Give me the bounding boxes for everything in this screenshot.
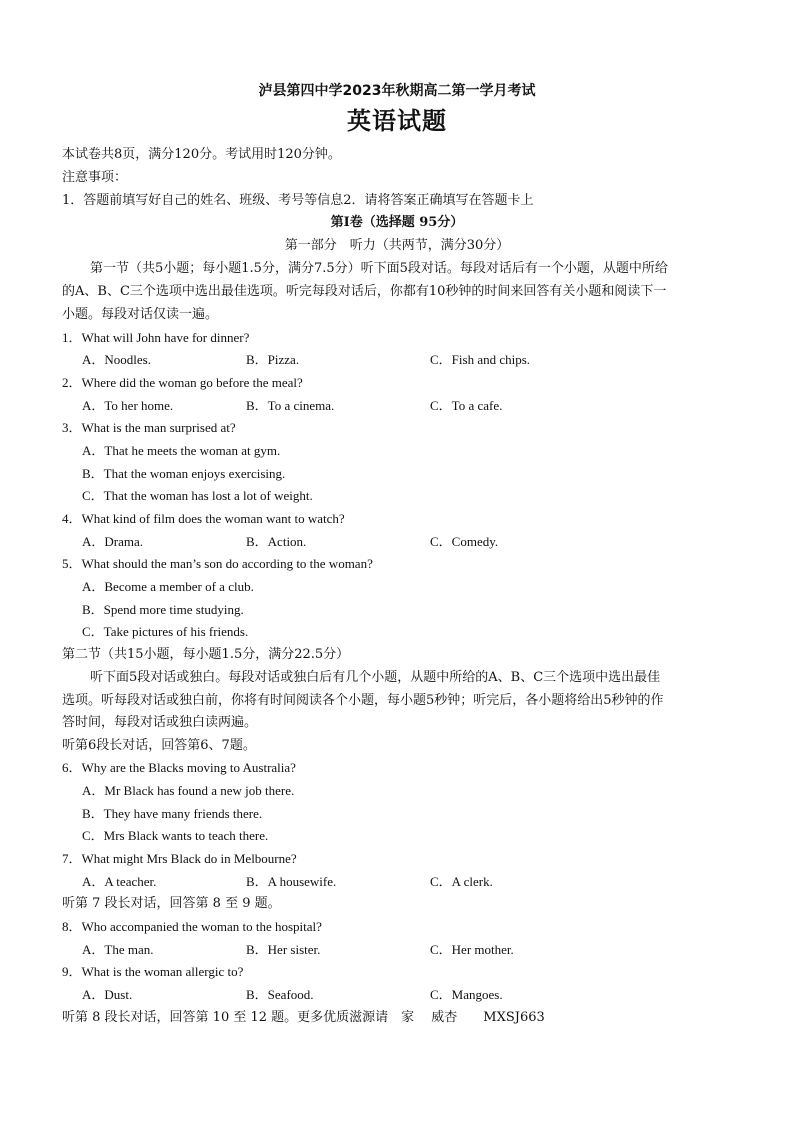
question-stem: 2．Where did the woman go before the meal?: [62, 375, 303, 390]
section1-instruction: 的A、B、C三个选项中选出最佳选项。听完每段对话后，你都有10秒钟的时间来回答有关小题和阅读下一: [62, 284, 667, 299]
option-a: A．That he meets the woman at gym.: [82, 443, 281, 458]
option-b: B．That the woman enjoys exercising.: [82, 466, 286, 481]
exam-name: 泸县第四中学2023年秋期高二第一学月考试: [258, 83, 536, 99]
question-stem: 9．What is the woman allergic to?: [62, 964, 244, 979]
option-c: C．To a cafe.: [430, 398, 503, 413]
option-b: B．They have many friends there.: [82, 806, 263, 821]
subject-title: 英语试题: [347, 107, 447, 135]
question-stem: 1．What will John have for dinner?: [62, 330, 250, 345]
section2-instruction: 选项。听每段对话或独白前，你将有时间阅读各个小题，每小题5秒钟；听完后，各小题将给出5秒钟的作: [62, 693, 664, 708]
notice-item: 1．答题前填写好自己的姓名、班级、考号等信息2．请将答案正确填写在答题卡上: [62, 193, 534, 208]
option-a: A．Become a member of a club.: [82, 579, 254, 594]
option-b: B．To a cinema.: [246, 398, 335, 413]
dialog-heading: 听第 8 段长对话，回答第 10 至 12 题。更多优质滋源请 家 威杏 MXSJ663: [62, 1010, 545, 1025]
notice-title: 注意事项：: [62, 170, 128, 185]
option-a: A．The man.: [82, 942, 154, 957]
option-a: A．Mr Black has found a new job there.: [82, 783, 295, 798]
question-stem: 5．What should the man’s son do according to the woman?: [62, 556, 373, 571]
part-title: 第一部分 听力（共两节，满分30分）: [284, 238, 510, 253]
dialog-heading: 听第 7 段长对话，回答第 8 至 9 题。: [62, 896, 281, 911]
option-c: C．Fish and chips.: [430, 352, 531, 367]
volume-title: 第Ⅰ卷（选择题 95分）: [330, 215, 464, 230]
exam-info: 本试卷共8页，满分120分。考试用时120分钟。: [62, 147, 341, 162]
option-c: C．Mrs Black wants to teach there.: [82, 828, 269, 843]
option-c: C．That the woman has lost a lot of weight.: [82, 488, 313, 503]
option-c: C．Mangoes.: [430, 987, 503, 1002]
option-b: B．Seafood.: [246, 987, 314, 1002]
question-stem: 7．What might Mrs Black do in Melbourne?: [62, 851, 297, 866]
option-b: B．Pizza.: [246, 352, 300, 367]
dialog-heading: 听第6段长对话，回答第6、7题。: [62, 738, 256, 753]
section2-instruction: 听下面5段对话或独白。每段对话或独白后有几个小题，从题中所给的A、B、C三个选项中选出最佳: [90, 670, 661, 685]
section2-instruction: 答时间，每段对话或独白读两遍。: [62, 715, 258, 730]
option-a: A．A teacher.: [82, 874, 157, 889]
question-stem: 4．What kind of film does the woman want to watch?: [62, 511, 345, 526]
option-c: C．Comedy.: [430, 534, 499, 549]
option-b: B．Action.: [246, 534, 307, 549]
section1-instruction: 第一节（共5小题；每小题1.5分，满分7.5分）听下面5段对话。每段对话后有一个小题，从题中所给: [90, 261, 668, 276]
option-a: A．Noodles.: [82, 352, 151, 367]
question-stem: 3．What is the man surprised at?: [62, 420, 236, 435]
option-b: B．Spend more time studying.: [82, 602, 244, 617]
option-a: A．Drama.: [82, 534, 144, 549]
option-a: A．To her home.: [82, 398, 174, 413]
section2-title: 第二节（共15小题，每小题1.5分，满分22.5分）: [62, 647, 350, 662]
option-c: C．Her mother.: [430, 942, 514, 957]
section1-instruction: 小题。每段对话仅读一遍。: [62, 307, 219, 322]
option-b: B．Her sister.: [246, 942, 321, 957]
option-a: A．Dust.: [82, 987, 133, 1002]
option-c: C．A clerk.: [430, 874, 493, 889]
question-stem: 8．Who accompanied the woman to the hospital?: [62, 919, 322, 934]
question-stem: 6．Why are the Blacks moving to Australia?: [62, 760, 296, 775]
option-b: B．A housewife.: [246, 874, 337, 889]
option-c: C．Take pictures of his friends.: [82, 624, 249, 639]
